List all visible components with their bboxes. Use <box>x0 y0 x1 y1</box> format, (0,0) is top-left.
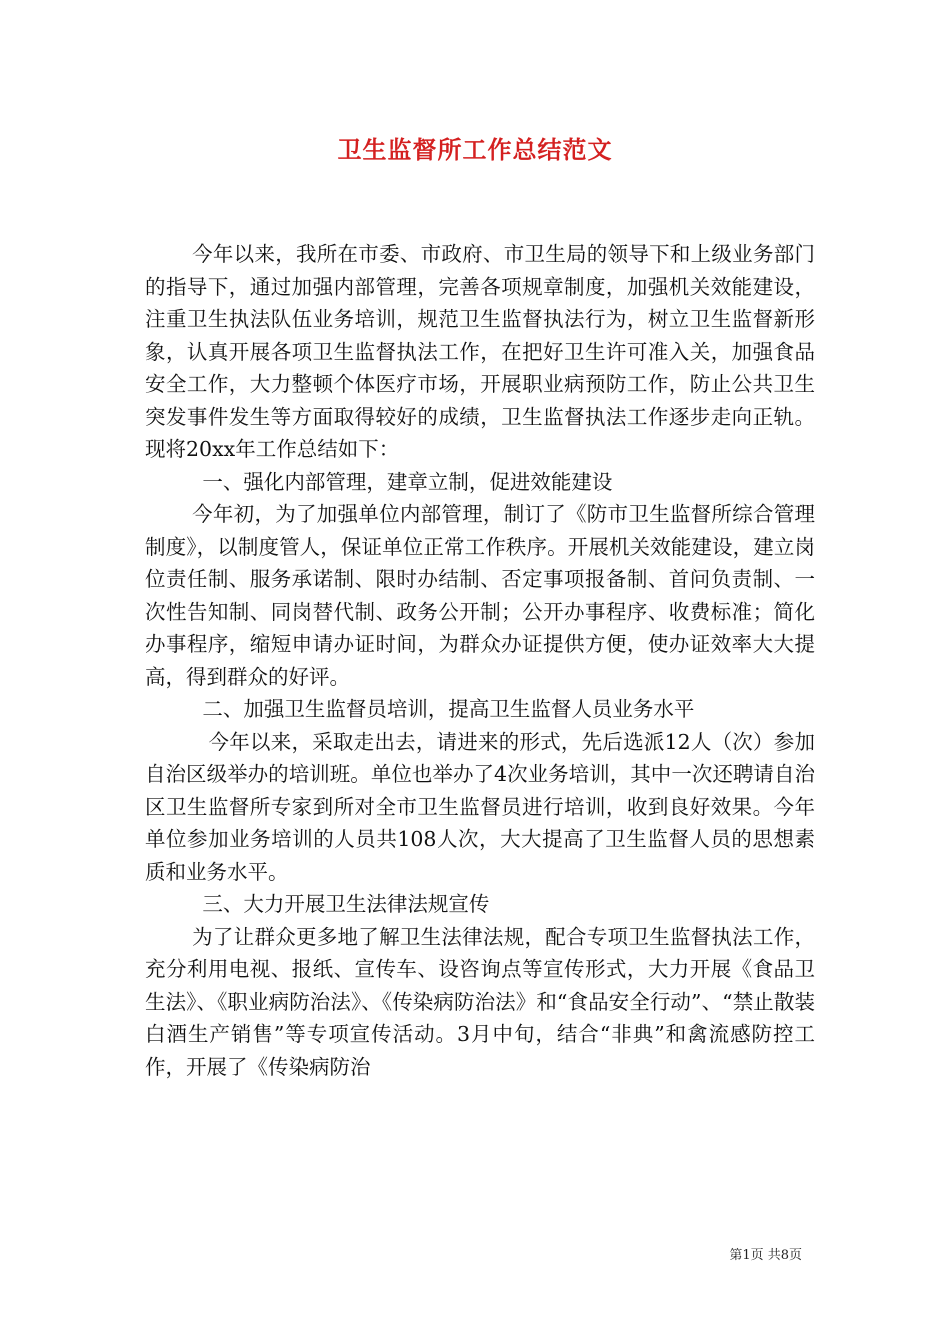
heading-section-2: 二、加强卫生监督员培训，提高卫生监督人员业务水平 <box>202 697 695 721</box>
page-number: 第1页 共8页 <box>729 1248 802 1263</box>
paragraph-section-1: 今年初，为了加强单位内部管理，制订了《防市卫生监督所综合管理制度》，以制度管人，保证单位正常工作秩序。开展机关效能建设，建立岗位责任制、服务承诺制、限时办结制、否定事项报备制、首问负责制、一次性告知制、同岗替代制、政务公开制；公开办事程序、收费标准；简化办事程序，缩短申请办证时间，为群众办证提供方便，使办证效率大大提高，得到群众的好评。 <box>145 502 815 689</box>
document-title: 卫生监督所工作总结范文 <box>337 135 613 164</box>
document-body <box>145 238 815 1083</box>
paragraph-section-3: 为了让群众更多地了解卫生法律法规，配合专项卫生监督执法工作，充分利用电视、报纸、宣传车、设咨询点等宣传形式，大力开展《食品卫生法》、《职业病防治法》、《传染病防治法》和“食品安全行动”、“禁止散装白酒生产销售”等专项宣传活动。3月中旬，结合“非典”和禽流感防控工作，开展了《传染病防治 <box>145 924 815 1079</box>
paragraph-intro: 今年以来，我所在市委、市政府、市卫生局的领导下和上级业务部门的指导下，通过加强内部管理，完善各项规章制度，加强机关效能建设，注重卫生执法队伍业务培训，规范卫生监督执法行为，树立卫生监督新形象，认真开展各项卫生监督执法工作，在把好卫生许可准入关，加强食品安全工作，大力整顿个体医疗市场，开展职业病预防工作，防止公共卫生突发事件发生等方面取得较好的成绩，卫生监督执法工作逐步走向正轨。现将20xx年工作总结如下： <box>145 242 815 461</box>
heading-section-1: 一、强化内部管理，建章立制，促进效能建设 <box>202 469 613 494</box>
heading-section-3: 三、大力开展卫生法律法规宣传 <box>202 892 490 916</box>
paragraph-section-2: 今年以来，采取走出去，请进来的形式，先后选派12人（次）参加自治区级举办的培训班。单位也举办了4次业务培训，其中一次还聘请自治区卫生监督所专家到所对全市卫生监督员进行培训，收到良好效果。今年单位参加业务培训的人员共108人次，大大提高了卫生监督人员的思想素质和业务水平。 <box>145 729 815 884</box>
